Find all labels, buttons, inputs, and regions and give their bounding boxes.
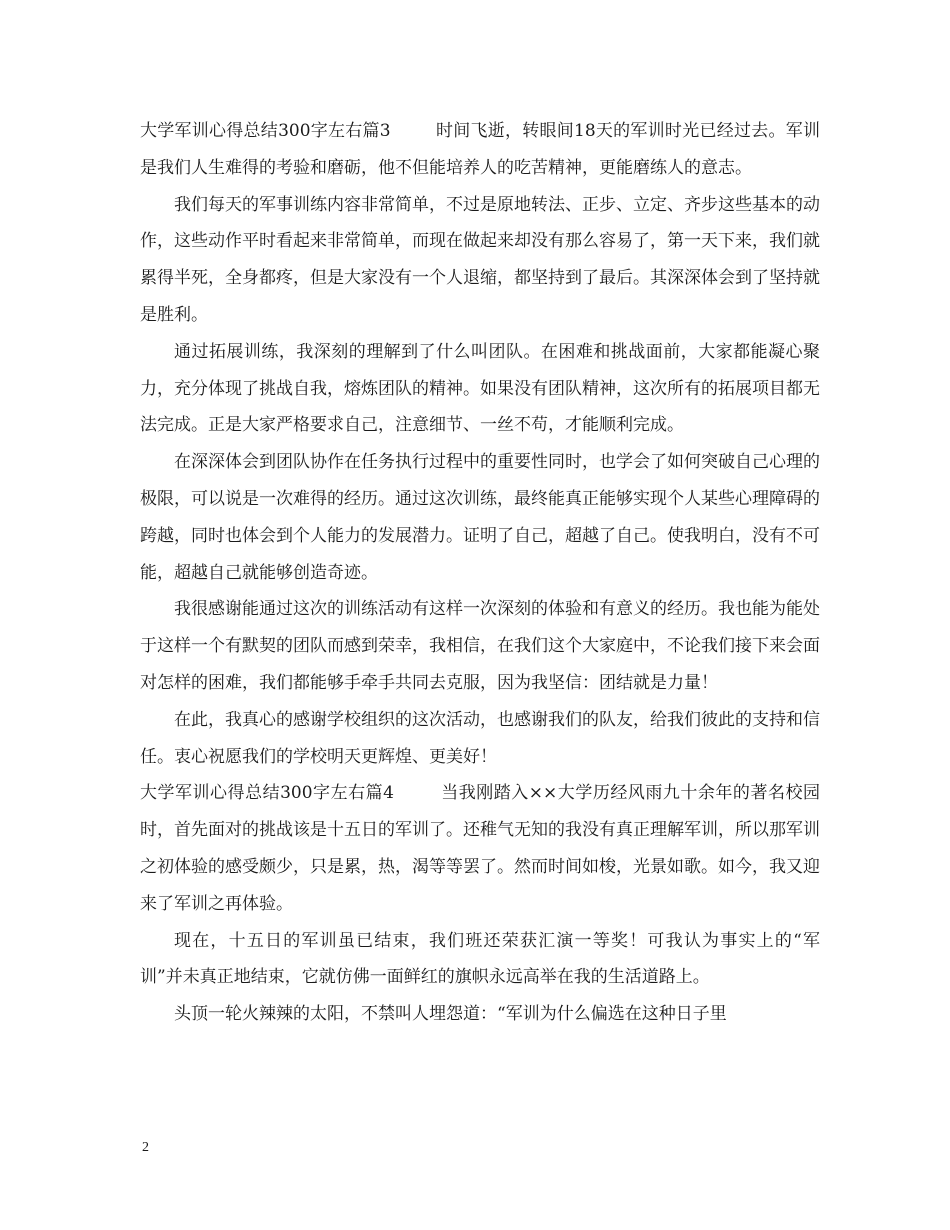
paragraph-text: 我们每天的军事训练内容非常简单，不过是原地转法、正步、立定、齐步这些基本的动作，这些动作平时看起来非常简单，而现在做起来却没有那么容易了，第一天下来，我们就累得半死，全身都疼，但是大家没有一个人退缩，都坚持到了最后。其深深体会到了坚持就是胜利。 bbox=[140, 194, 820, 325]
paragraph-award bbox=[140, 923, 820, 997]
paragraph-section-4-intro bbox=[140, 775, 820, 922]
paragraph-breakthrough bbox=[140, 444, 820, 591]
paragraph-team bbox=[140, 334, 820, 444]
section-heading-4: 大学军训心得总结300字左右篇4 bbox=[140, 783, 394, 804]
document-body bbox=[140, 113, 820, 1033]
heading-gap bbox=[394, 783, 441, 803]
heading-gap bbox=[391, 121, 436, 141]
paragraph-text: 我很感谢能通过这次的训练活动有这样一次深刻的体验和有意义的经历。我也能为能处于这样一个有默契的团队而感到荣幸，我相信，在我们这个大家庭中，不论我们接下来会面对怎样的困难，我们都能够手牵手共同去克服，因为我坚信：团结就是力量！ bbox=[140, 599, 820, 693]
paragraph-text: 在深深体会到团队协作在任务执行过程中的重要性同时，也学会了如何突破自己心理的极限，可以说是一次难得的经历。通过这次训练，最终能真正能够实现个人某些心理障碍的跨越，同时也体会到个人能力的发展潜力。证明了自己，超越了自己。使我明白，没有不可能，超越自己就能够创造奇迹。 bbox=[140, 452, 820, 583]
section-heading-3: 大学军训心得总结300字左右篇3 bbox=[140, 121, 391, 141]
paragraph-text: 当我刚踏入××大学历经风雨九十余年的著名校园时，首先面对的挑战该是十五日的军训了。还稚气无知的我没有真正理解军训，所以那军训之初体验的感受颇少，只是累，热，渴等等罢了。然而时间如梭，光景如歌。如今，我又迎来了军训之再体验。 bbox=[140, 783, 820, 914]
paragraph-thanks bbox=[140, 702, 820, 776]
paragraph-text: 现在，十五日的军训虽已结束，我们班还荣获汇演一等奖！可我认为事实上的“军训”并未真正地结束，它就仿佛一面鲜红的旗帜永远高举在我的生活道路上。 bbox=[140, 930, 820, 988]
paragraph-text: 通过拓展训练，我深刻的理解到了什么叫团队。在困难和挑战面前，大家都能凝心聚力，充分体现了挑战自我，熔炼团队的精神。如果没有团队精神，这次所有的拓展项目都无法完成。正是大家严格要求自己，注意细节、一丝不苟，才能顺利完成。 bbox=[140, 341, 820, 436]
paragraph-section-3-intro bbox=[140, 113, 820, 187]
page-number: 2 bbox=[142, 1140, 149, 1155]
paragraph-text: 头顶一轮火辣辣的太阳，不禁叫人埋怨道：“军训为什么偏选在这种日子里 bbox=[174, 1004, 727, 1025]
paragraph-sun bbox=[140, 996, 820, 1033]
paragraph-text: 在此，我真心的感谢学校组织的这次活动，也感谢我们的队友，给我们彼此的支持和信任。衷心祝愿我们的学校明天更辉煌、更美好！ bbox=[140, 709, 820, 767]
paragraph-text: 时间飞逝，转眼间18天的军训时光已经过去。军训是我们人生难得的考验和磨砺，他不但能培养人的吃苦精神，更能磨练人的意志。 bbox=[140, 121, 820, 178]
paragraph-training-content bbox=[140, 187, 820, 334]
paragraph-gratitude bbox=[140, 591, 820, 701]
